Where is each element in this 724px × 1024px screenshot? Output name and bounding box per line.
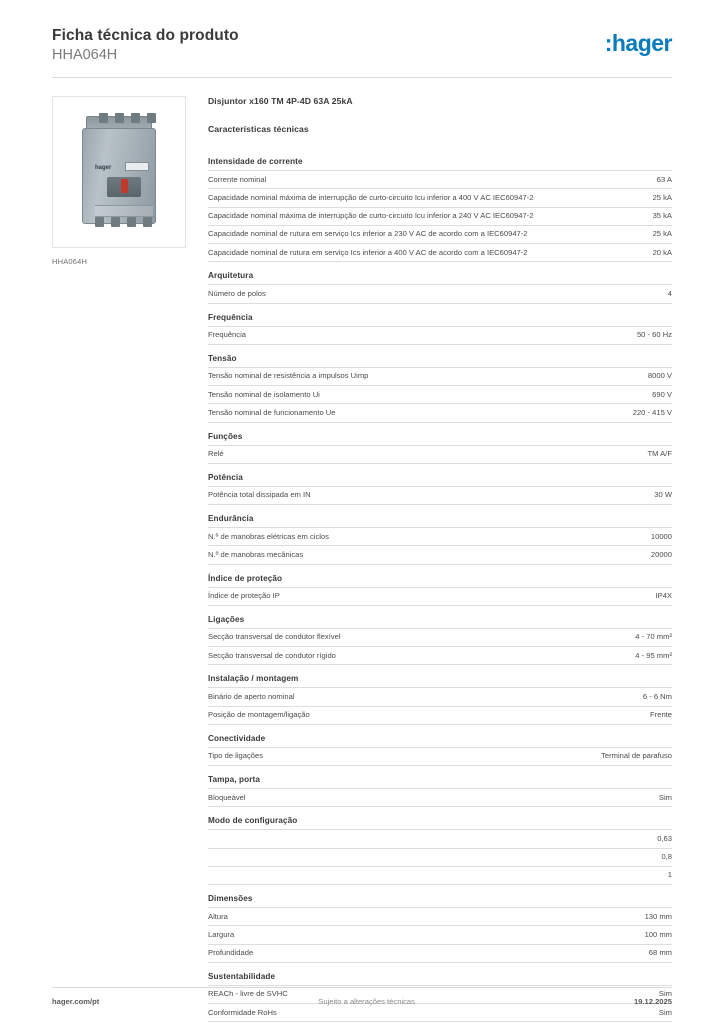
terminal-icon: [95, 217, 104, 227]
spec-table: [208, 747, 672, 766]
product-image-caption: HHA064H: [52, 257, 88, 267]
table-row: [208, 367, 672, 385]
circuit-breaker-illustration: [76, 114, 162, 230]
spec-label: Capacidade nominal máxima de interrupção de curto-circuito Icu inferior a 240 V AC IEC60947-2: [208, 211, 534, 221]
spec-label: Capacidade nominal de rutura em serviço Ics inferior a 230 V AC de acordo com a IEC60947-2: [208, 229, 528, 239]
table-row: [208, 926, 672, 944]
table-row: [208, 848, 672, 866]
spec-table: [208, 628, 672, 666]
spec-group-title: Potência: [208, 472, 243, 482]
table-row: [208, 486, 672, 504]
spec-label: REACh - livre de SVHC: [208, 989, 288, 999]
spec-value: 63 A: [656, 174, 672, 184]
spec-value: 20000: [650, 549, 672, 559]
table-row: [208, 706, 672, 724]
spec-value: 6 - 6 Nm: [642, 691, 672, 701]
spec-label: Largura: [208, 929, 235, 939]
spec-table: [208, 170, 672, 262]
spec-table: [208, 587, 672, 606]
table-row: [208, 285, 672, 303]
terminal-icon: [99, 113, 108, 123]
spec-group: [208, 262, 672, 303]
spec-label: Capacidade nominal máxima de interrupção de curto-circuito Icu inferior a 400 V AC IEC60947-2: [208, 192, 534, 202]
spec-table: [208, 486, 672, 505]
spec-value: Sim: [658, 1007, 672, 1017]
spec-table: [208, 907, 672, 963]
table-row: [208, 587, 672, 605]
spec-table: [208, 326, 672, 345]
spec-value: 0,8: [661, 852, 672, 862]
specs-heading: Características técnicas: [208, 124, 309, 135]
spec-value: Terminal de parafuso: [601, 751, 672, 761]
spec-label: N.º de manobras mecânicas: [208, 549, 304, 559]
spec-label: Tensão nominal de resistência a impulsos Uimp: [208, 371, 369, 381]
specifications-column: [200, 96, 672, 1022]
table-row: [208, 244, 672, 262]
breaker-body: [82, 128, 156, 224]
spec-label: Secção transversal de condutor rígido: [208, 650, 336, 660]
spec-group-title: Dimensões: [208, 894, 253, 904]
spec-value: IP4X: [655, 591, 672, 601]
page-header: [0, 0, 724, 65]
hager-logo: :hager: [604, 30, 672, 56]
spec-group-title: Ligações: [208, 614, 245, 624]
spec-value: 10000: [650, 531, 672, 541]
spec-group-title: Conectividade: [208, 733, 266, 743]
spec-group: [208, 963, 672, 1023]
breaker-trip-indicator: [121, 179, 128, 193]
spec-group-title: Arquitetura: [208, 271, 254, 281]
spec-group: [208, 345, 672, 423]
table-row: [208, 189, 672, 207]
spec-table: [208, 829, 672, 885]
spec-table: [208, 445, 672, 464]
spec-label: Tensão nominal de isolamento Ui: [208, 389, 320, 399]
spec-label: Profundidade: [208, 948, 254, 958]
spec-label: Capacidade nominal de rutura em serviço Ics inferior a 400 V AC de acordo com a IEC60947-2: [208, 247, 528, 257]
table-row: [208, 528, 672, 546]
spec-value: 1: [667, 870, 672, 880]
footer-disclaimer: Sujeito a alterações técnicas: [318, 997, 415, 1006]
terminal-icon: [131, 113, 140, 123]
spec-table: [208, 284, 672, 303]
spec-group-title: Tensão: [208, 353, 237, 363]
spec-group: [208, 725, 672, 766]
spec-label: Posição de montagem/ligação: [208, 710, 310, 720]
spec-value: 220 - 415 V: [632, 407, 672, 417]
spec-label: Bloqueável: [208, 792, 246, 802]
spec-value: Frente: [650, 710, 672, 720]
spec-label: N.º de manobras elétricas em ciclos: [208, 531, 329, 541]
terminal-icon: [147, 113, 156, 123]
table-row: [208, 789, 672, 807]
terminal-icon: [111, 217, 120, 227]
product-image-column: [52, 96, 200, 1022]
table-row: [208, 866, 672, 884]
spec-group: [208, 665, 672, 725]
spec-group: [208, 148, 672, 262]
table-row: [208, 944, 672, 962]
spec-group-title: Intensidade de corrente: [208, 157, 303, 167]
table-row: [208, 404, 672, 422]
spec-label: [208, 830, 584, 848]
table-row: [208, 908, 672, 926]
spec-value: 30 W: [654, 490, 672, 500]
table-row: [208, 326, 672, 344]
footer-date: 19.12.2025: [633, 997, 672, 1006]
table-row: [208, 546, 672, 564]
spec-group: [208, 885, 672, 963]
spec-group-title: Funções: [208, 431, 243, 441]
table-row: [208, 225, 672, 243]
spec-value: 68 mm: [648, 948, 672, 958]
table-row: [208, 386, 672, 404]
table-row: [208, 747, 672, 765]
spec-label: Potência total dissipada em IN: [208, 490, 311, 500]
header-titles: [52, 24, 239, 65]
spec-table: [208, 527, 672, 565]
spec-group: [208, 565, 672, 606]
spec-label: Binário de aperto nominal: [208, 691, 295, 701]
page-footer: [52, 997, 672, 1006]
table-row: [208, 1004, 672, 1022]
spec-value: Sim: [658, 989, 672, 999]
spec-group: [208, 807, 672, 885]
product-image-frame: [52, 96, 186, 248]
spec-group-title: Sustentabilidade: [208, 971, 276, 981]
spec-group: [208, 304, 672, 345]
spec-value: 0,63: [657, 833, 672, 843]
table-row: [208, 830, 672, 848]
spec-group-title: Índice de proteção: [208, 573, 283, 583]
spec-group-title: Modo de configuração: [208, 816, 298, 826]
spec-value: 50 - 60 Hz: [636, 330, 672, 340]
spec-group: [208, 464, 672, 505]
spec-label: Número de polos: [208, 288, 266, 298]
table-row: [208, 628, 672, 646]
spec-group-title: Instalação / montagem: [208, 674, 299, 684]
terminal-icon: [127, 217, 136, 227]
spec-value: 8000 V: [647, 371, 672, 381]
breaker-vent-slot: [95, 205, 153, 217]
spec-table: [208, 367, 672, 423]
spec-value: 100 mm: [644, 929, 672, 939]
spec-value: 690 V: [652, 389, 672, 399]
footer-website[interactable]: hager.com/pt: [52, 997, 100, 1006]
terminal-icon: [143, 217, 152, 227]
table-row: [208, 647, 672, 665]
spec-label: Corrente nominal: [208, 174, 267, 184]
spec-label: Secção transversal de condutor flexível: [208, 632, 341, 642]
spec-value: 25 kA: [652, 192, 672, 202]
page-title: Ficha técnica do produto: [52, 27, 239, 44]
spec-value: 25 kA: [652, 229, 672, 239]
footer-divider: [52, 987, 672, 988]
table-row: [208, 445, 672, 463]
spec-label: Altura: [208, 911, 228, 921]
spec-table: [208, 788, 672, 807]
product-name: Disjuntor x160 TM 4P-4D 63A 25kA: [208, 96, 353, 107]
spec-label: Relé: [208, 449, 224, 459]
spec-label: Frequência: [208, 330, 246, 340]
table-row: [208, 688, 672, 706]
spec-group: [208, 423, 672, 464]
spec-value: 4 - 70 mm²: [635, 632, 672, 642]
spec-label: Conformidade RoHs: [208, 1007, 277, 1017]
spec-group-title: Frequência: [208, 312, 253, 322]
spec-value: 4 - 95 mm²: [635, 650, 672, 660]
breaker-display-window: [125, 162, 149, 171]
spec-group-title: Tampa, porta: [208, 775, 260, 785]
spec-value: 4: [667, 288, 672, 298]
spec-value: 130 mm: [644, 911, 672, 921]
spec-label: [208, 866, 584, 884]
spec-groups: [208, 148, 672, 1022]
spec-label: Tensão nominal de funcionamento Ue: [208, 407, 336, 417]
spec-value: Sim: [658, 792, 672, 802]
spec-value: TM A/F: [647, 449, 672, 459]
spec-label: Tipo de ligações: [208, 751, 264, 761]
spec-group-title: Endurância: [208, 514, 254, 524]
page-content: [0, 78, 724, 1022]
spec-group: [208, 766, 672, 807]
terminal-icon: [115, 113, 124, 123]
table-row: [208, 171, 672, 189]
spec-value: 35 kA: [652, 211, 672, 221]
spec-table: [208, 687, 672, 725]
product-reference: HHA064H: [52, 47, 118, 64]
spec-group: [208, 606, 672, 666]
spec-value: 20 kA: [652, 247, 672, 257]
table-row: [208, 207, 672, 225]
spec-label: [208, 848, 584, 866]
spec-label: Índice de proteção IP: [208, 591, 280, 601]
breaker-brand-label: hager: [95, 165, 112, 172]
spec-group: [208, 505, 672, 565]
